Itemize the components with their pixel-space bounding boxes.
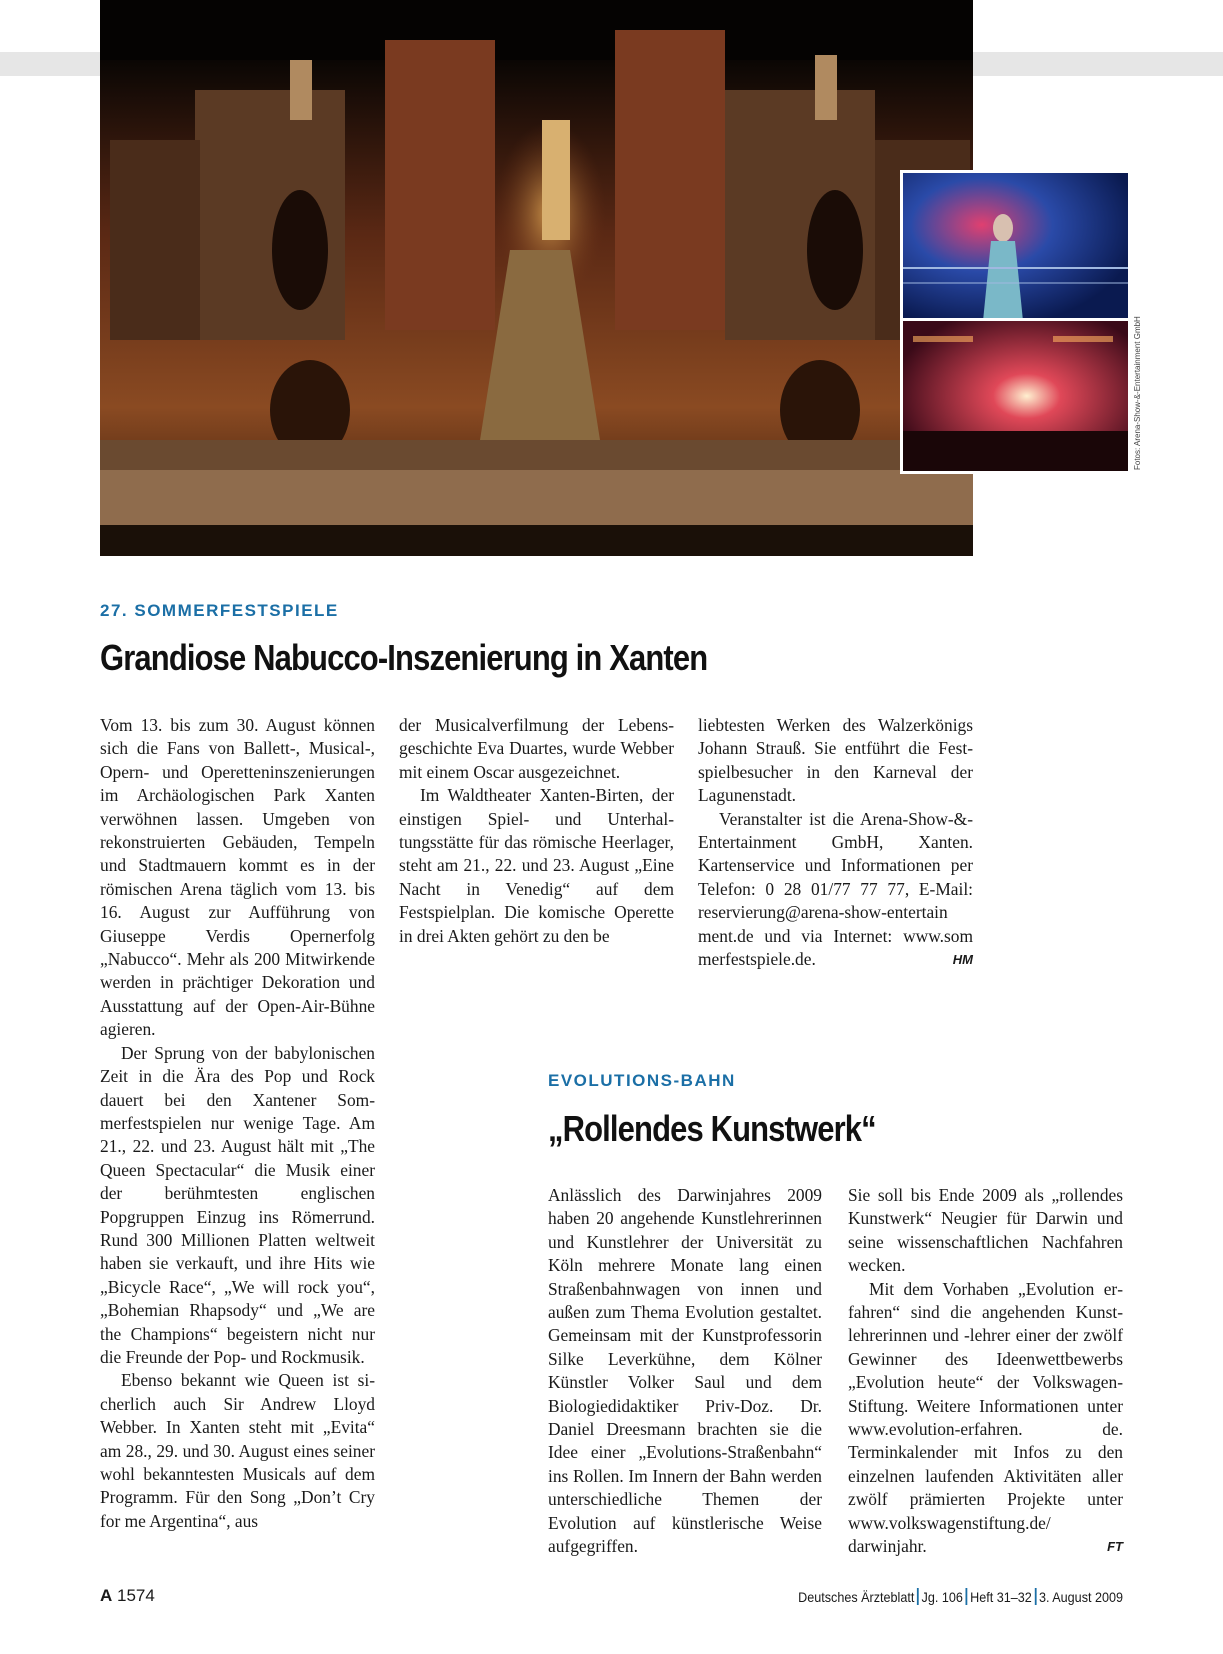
article2-kicker: EVOLUTIONS-BAHN (548, 1071, 736, 1090)
article1-column-3 (698, 714, 973, 971)
journal-info (798, 1588, 1123, 1605)
article1-paragraph-1: Vom 13. bis zum 30. August können sich die Fans von Ballett-, Musical-, Opern- und Operetteninszenierungen im Archäologischen Park Xanten verwöhnen lassen. Umgeben von rekonstruierten Gebäuden, Tempeln und Stadtmauern kommt es in der römischen Arena täglich vom 13. bis 16. August zur Aufführung von Giuseppe Verdis Opernerfolg „Nabucco“. Mehr als 200 Mitwirkende werden in prächtiger Dekoration und Ausstattung auf der Open-Air-Bühne agieren. (100, 715, 375, 1040)
article2-paragraph-1b: Sie soll bis Ende 2009 als „rollendes Kunstwerk“ Neugier für Darwin und seine wissenschaftlichen Nachfahren wecken. (848, 1185, 1123, 1276)
footer-separator (966, 1588, 968, 1605)
journal-date: 3. August 2009 (1038, 1589, 1123, 1605)
photo-credit: Fotos: Arena-Show-&-Entertainment GmbH (1133, 316, 1142, 470)
article2-paragraph-1a: Anlässlich des Darwinjahres 2009 haben 20 angehende Kunstlehrerinnen und Kunstlehrer der Universität zu Köln mehrere Monate lang einen Straßenbahnwagen von innen und außen zum Thema Evolution gestaltet. Gemeinsam mit der Kunstprofessorin Silke Leverkühne, dem Kölner Künstler Volker Saul und dem Biologiedidaktiker Priv-Doz. Dr. Daniel Dreesmann brachten sie die Idee einer „Evolutions-Straßenbahn“ ins Rollen. Im Innern der Bahn werden unterschiedliche Themen der Evolution auf künstlerische Weise aufgegriffen. (548, 1185, 822, 1557)
article2-column-1 (548, 1184, 822, 1559)
article1-column-2 (399, 714, 674, 948)
article2-headline: „Rollendes Kunstwerk“ (548, 1108, 876, 1149)
article1-paragraph-3b: der Musicalverfilmung der Lebensgeschichte Eva Duartes, wurde Webber mit einem Oscar ausgezeichnet. (399, 715, 674, 782)
footer-separator (917, 1588, 919, 1605)
concert-photo-blue (900, 170, 1131, 324)
article1-paragraph-4a: Im Waldtheater Xanten-Birten, der einstigen Spiel- und Unterhaltungsstätte für das römische Heerlager, steht am 21., 22. und 23. August „Eine Nacht in Venedig“ auf dem Festspielplan. Die komische Operette in drei Akten gehört zu den be (399, 785, 674, 946)
concert-photo-red (900, 318, 1131, 474)
journal-name: Deutsches Ärzteblatt (798, 1589, 915, 1605)
page-prefix: A (100, 1586, 113, 1605)
opera-stage-photo (100, 0, 973, 556)
article1-paragraph-5: Veranstalter ist die Arena-Show-&-Entertainment GmbH, Xanten. Kartenservice und Informationen per Telefon: 0 28 01/77 77 77, E-Mail: reservierung@arena-show-entertain ment.de und via Internet: www.som merfestspiele.de. HM (698, 808, 973, 972)
footer-separator (1034, 1588, 1036, 1605)
article1-author: HM (952, 952, 973, 968)
article1-column-1 (100, 714, 375, 1533)
article2-paragraph-2: Mit dem Vorhaben „Evolution erfahren“ sind die angehenden Kunstlehrerinnen und -lehrer einer der zwölf Gewinner des Ideenwettbewerbs „Evolution heute“ der Volkswagen-Stiftung. Weitere Informationen unter www.evolution-erfahren. de. Terminkalender mit Infos zu den einzelnen laufenden Aktivitäten aller zwölf prämierten Projekte unter www.volkswagenstiftung.de/ darwinjahr. FT (848, 1278, 1123, 1559)
journal-volume: Jg. 106 (921, 1589, 963, 1605)
page-number-value: 1574 (117, 1586, 155, 1605)
article1-headline: Grandiose Nabucco-Inszenierung in Xanten (100, 637, 708, 678)
journal-issue: Heft 31–32 (970, 1589, 1032, 1605)
article1-kicker: 27. SOMMERFESTSPIELE (100, 601, 339, 620)
article2-author: FT (1107, 1539, 1123, 1555)
article1-paragraph-3a: Ebenso bekannt wie Queen ist sicherlich auch Sir Andrew Lloyd Webber. In Xanten steht mit „Evita“ am 28., 29. und 30. August eines seiner wohl bekanntesten Musicals auf dem Programm. Für den Song „Don’t Cry for me Argentina“, aus (100, 1370, 375, 1531)
article1-paragraph-4b: liebtesten Werken des Walzerkönigs Johann Strauß. Sie entführt die Festspielbesucher in den Karneval der Lagunenstadt. (698, 715, 973, 806)
page-number (100, 1586, 155, 1606)
article2-column-2 (848, 1184, 1123, 1559)
article1-paragraph-2: Der Sprung von der babylonischen Zeit in die Ära des Pop und Rock dauert bei den Xantener Sommerfestspielen nur wenige Tage. Am 21., 22. und 23. August hält mit „The Queen Spectacular“ die Musik einer der berühmtesten englischen Popgruppen Einzug ins Römerrund. Rund 300 Millionen Platten weltweit haben sie verkauft, und ihre Hits wie „Bicycle Race“, „We will rock you“, „Bohemian Rhapsody“ und „We are the Champions“ begeistern nicht nur die Freunde der Pop- und Rockmusik. (100, 1042, 375, 1367)
